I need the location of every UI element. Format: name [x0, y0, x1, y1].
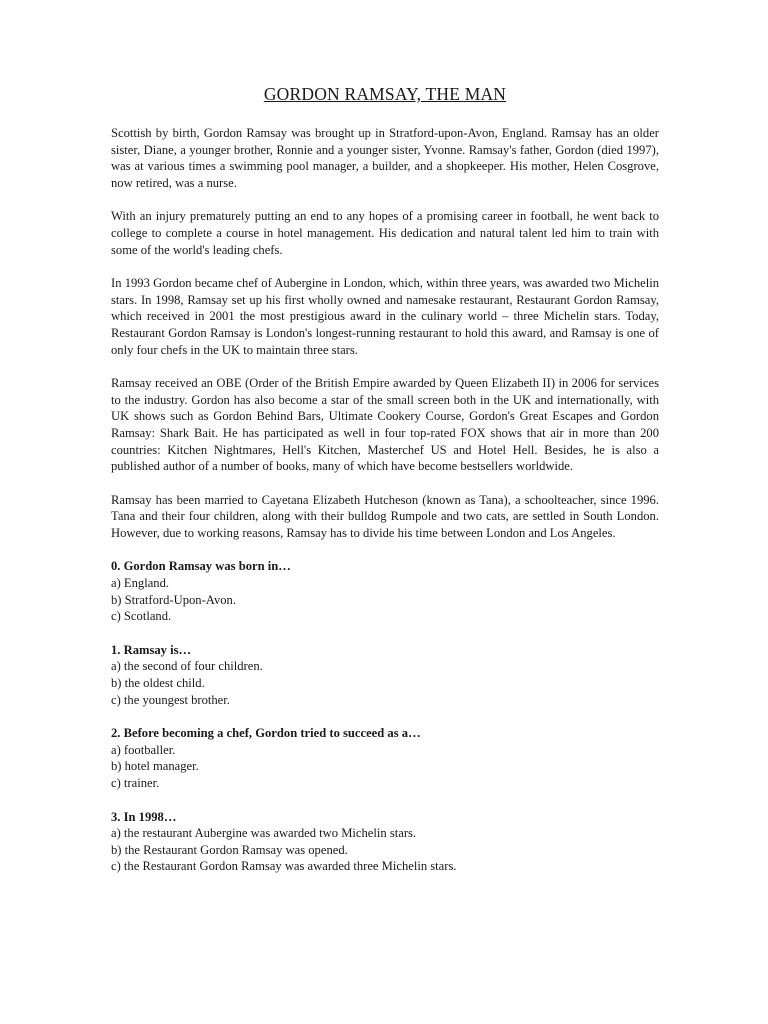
answer-option-c: c) the Restaurant Gordon Ramsay was awarded three Michelin stars.: [111, 859, 457, 874]
paragraph-5: Ramsay has been married to Cayetana Elizabeth Hutcheson (known as Tana), a schoolteacher, since 1996. Tana and their four children, along with their bulldog Rumpole and two cats, are settled in South London. However, due to working reasons, Ramsay has to divide his time between London and Los Angeles.: [111, 492, 659, 540]
question-text: 1. Ramsay is…: [111, 642, 192, 657]
answer-option-a: a) footballer.: [111, 742, 176, 757]
answer-option-b: b) the oldest child.: [111, 676, 205, 691]
paragraph-1: Scottish by birth, Gordon Ramsay was brought up in Stratford-upon-Avon, England. Ramsay has an older sister, Diane, a younger brother, Ronnie and a younger sister, Yvonne. Ramsay's father, Gordon (died 1997), was at various times a swimming pool manager, a builder, and a shopkeeper. His mother, Helen Cosgrove, now retired, was a nurse.: [111, 126, 659, 190]
document-page: [111, 84, 659, 892]
answer-option-b: b) hotel manager.: [111, 759, 199, 774]
answer-option-b: b) Stratford-Upon-Avon.: [111, 592, 236, 607]
question-text: 2. Before becoming a chef, Gordon tried to succeed as a…: [111, 726, 421, 741]
answer-option-c: c) Scotland.: [111, 609, 172, 624]
answer-option-a: a) England.: [111, 576, 170, 591]
paragraph-4: Ramsay received an OBE (Order of the British Empire awarded by Queen Elizabeth II) in 2006 for services to the industry. Gordon has also become a star of the small screen both in the UK and internationally, with UK shows such as Gordon Behind Bars, Ultimate Cookery Course, Gordon's Great Escapes and Gordon Ramsay: Shark Bait. He has participated as well in four top-rated FOX shows that air in more than 200 countries: Kitchen Nightmares, Hell's Kitchen, Masterchef US and Hotel Hell. Besides, he is also a published author of a number of books, many of which have become bestsellers worldwide.: [111, 376, 659, 474]
document-title: GORDON RAMSAY, THE MAN: [263, 84, 507, 104]
answer-option-a: a) the second of four children.: [111, 659, 263, 674]
question-1: [111, 642, 659, 708]
paragraph-2: With an injury prematurely putting an end to any hopes of a promising career in football, he went back to college to complete a course in hotel management. His dedication and natural talent led him to train with some of the world's leading chefs.: [111, 209, 659, 257]
answer-option-a: a) the restaurant Aubergine was awarded two Michelin stars.: [111, 826, 417, 841]
answer-option-b: b) the Restaurant Gordon Ramsay was opened.: [111, 842, 348, 857]
question-text: 3. In 1998…: [111, 809, 177, 824]
paragraph-3: In 1993 Gordon became chef of Aubergine in London, which, within three years, was awarded two Michelin stars. In 1998, Ramsay set up his first wholly owned and namesake restaurant, Restaurant Gordon Ramsay, which received in 2001 the most prestigious award in the culinary world – three Michelin stars. Today, Restaurant Gordon Ramsay is London's longest-running restaurant to hold this award, and Ramsay is one of only four chefs in the UK to maintain three stars.: [111, 276, 659, 357]
question-0: [111, 558, 659, 624]
question-3: [111, 809, 659, 875]
question-2: [111, 725, 659, 791]
answer-option-c: c) trainer.: [111, 776, 160, 790]
question-text: 0. Gordon Ramsay was born in…: [111, 559, 291, 574]
answer-option-c: c) the youngest brother.: [111, 692, 230, 707]
